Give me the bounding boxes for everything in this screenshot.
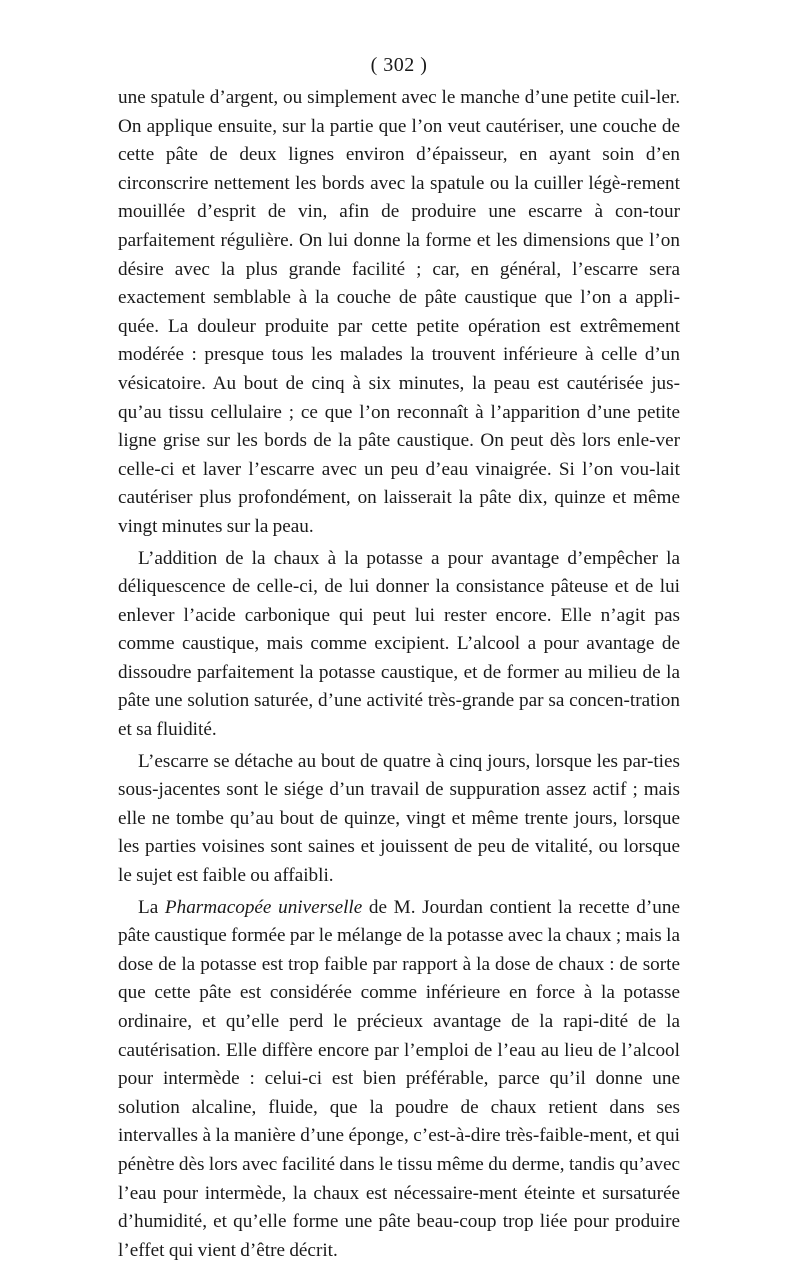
paragraph-4: [118, 894, 680, 1265]
paragraph-1: une spatule d’argent, ou simplement avec le manche d’une petite cuil-ler. On applique ensuite, sur la partie que l’on veut cautériser, une couche de cette pâte de deux lignes environ d’épaisseur, en ayant soin d’en circonscrire nettement les bords avec la spatule ou la cuiller légè-rement mouillée d’esprit de vin, afin de produire une escarre à con-tour parfaitement régulière. On lui donne la forme et les dimensions que l’on désire avec la plus grande facilité ; car, en général, l’escarre sera exactement semblable à la couche de pâte caustique que l’on a appli-quée. La douleur produite par cette petite opération est extrêmement modérée : presque tous les malades la trouvent inférieure à celle d’un vésicatoire. Au bout de cinq à six minutes, la peau est cautérisée jus-qu’au tissu cellulaire ; ce que l’on reconnaît à l’apparition d’une petite ligne grise sur les bords de la pâte caustique. On peut dès lors enle-ver celle-ci et laver l’escarre avec un peu d’eau vinaigrée. Si l’on vou-lait cautériser plus profondément, on laisserait la pâte dix, quinze et même vingt minutes sur la peau.: [118, 87, 680, 537]
book-title-italic: Pharmacopée universelle: [164, 896, 363, 918]
book-page: [118, 52, 680, 1265]
paragraph-2: L’addition de la chaux à la potasse a pour avantage d’empêcher la déliquescence de celle-ci, de lui donner la consistance pâteuse et de lui enlever l’acide carbonique qui peut lui rester encore. Elle n’agit pas comme caustique, mais comme excipient. L’alcool a pour avantage de dissoudre parfaitement la potasse caustique, et de former au milieu de la pâte une solution saturée, d’une activité très-grande par sa concen-tration et sa fluidité.: [118, 547, 680, 741]
paragraph-4-lead: La: [138, 896, 165, 918]
paragraph-4-body: de M. Jourdan contient la recette d’une pâte caustique formée par le mélange de la potasse avec la chaux ; mais la dose de la potasse est trop faible par rapport à la dose de chaux : de sorte que cette pâte est considérée comme inférieure en force à la potasse ordinaire, et qu’elle perd le précieux avantage de la rapi-dité de la cautérisation. Elle diffère encore par l’emploi de l’eau au lieu de l’alcool pour intermède : celui-ci est bien préférable, parce qu’il donne une solution alcaline, fluide, que la poudre de chaux retient dans ses intervalles à la manière d’une éponge, c’est-à-dire très-faible-ment, et qui pénètre dès lors avec facilité dans le tissu même du derme, tandis qu’avec l’eau pour intermède, la chaux est nécessaire-ment éteinte et sursaturée d’humidité, et qu’elle forme une pâte beau-coup trop liée pour produire l’effet qui vient d’être décrit.: [118, 896, 680, 1261]
page-number: ( 302 ): [370, 54, 428, 76]
paragraph-3: L’escarre se détache au bout de quatre à cinq jours, lorsque les par-ties sous-jacentes sont le siége d’un travail de suppuration assez actif ; mais elle ne tombe qu’au bout de quinze, vingt et même trente jours, lorsque les parties voisines sont saines et jouissent de peu de vitalité, ou lorsque le sujet est faible ou affaibli.: [118, 750, 680, 887]
